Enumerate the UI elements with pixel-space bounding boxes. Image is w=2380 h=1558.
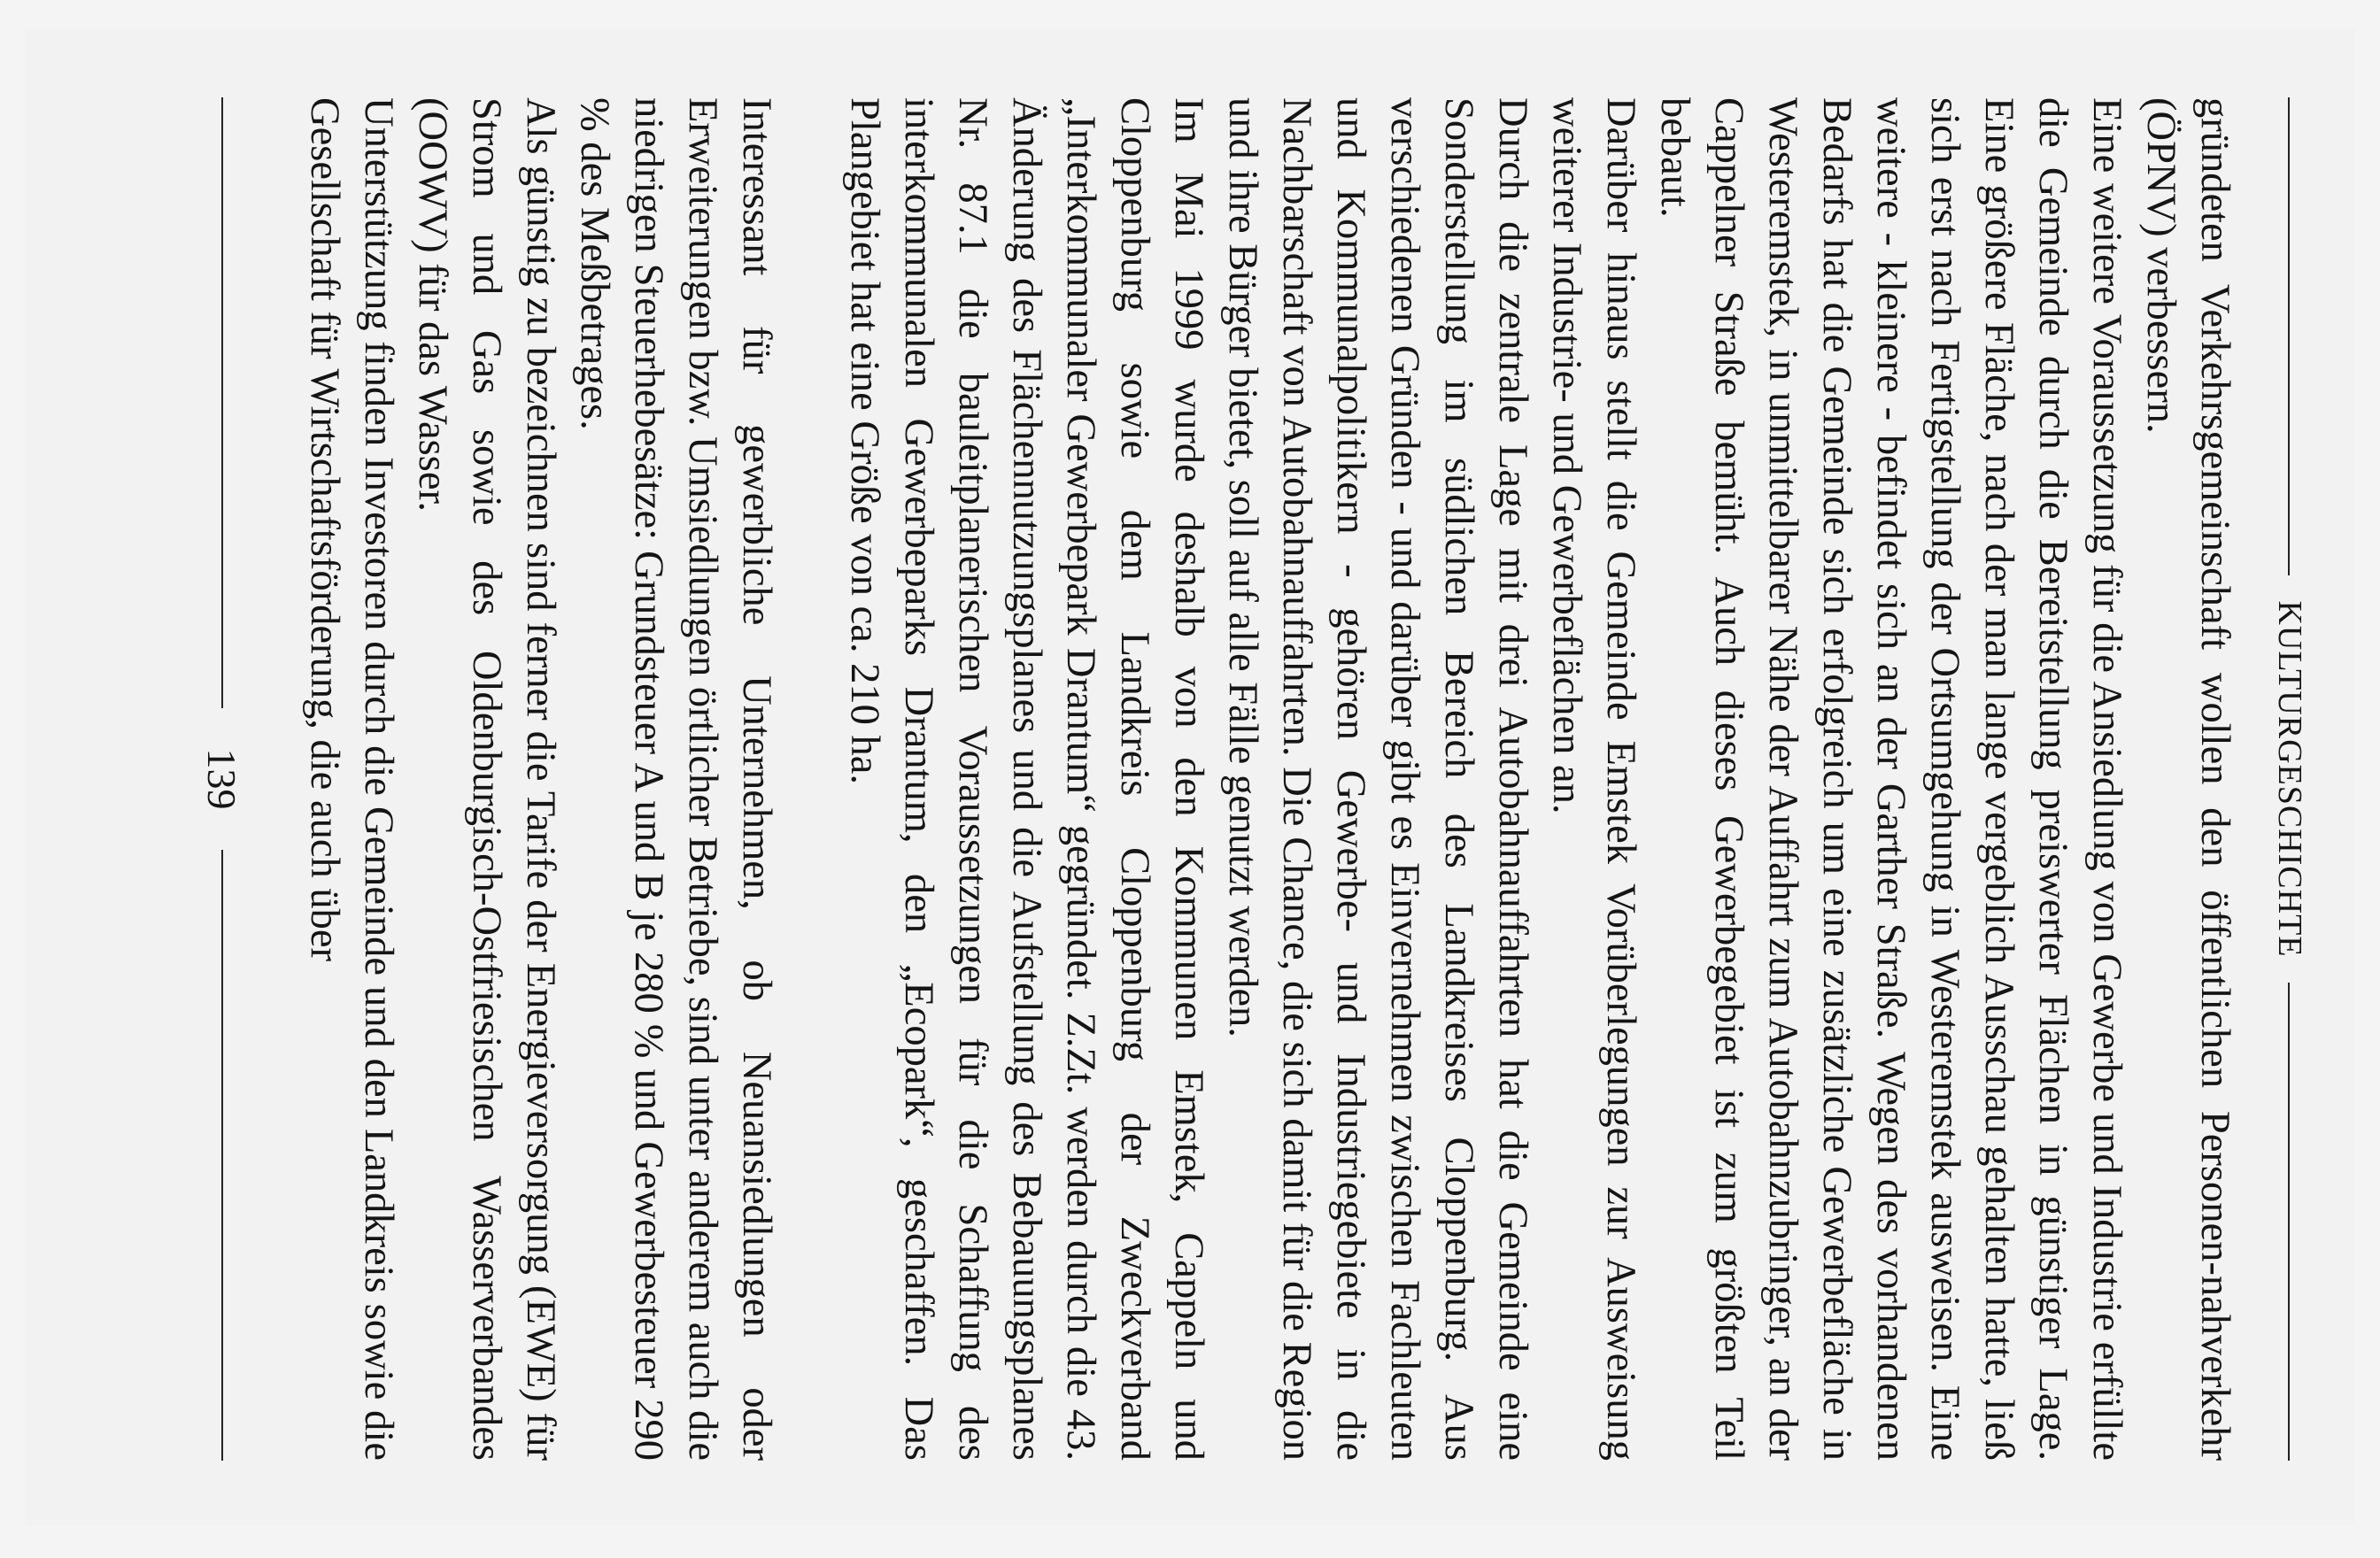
paragraph-3: Darüber hinaus stellt die Gemeinde Emstek Vorüberlegungen zur Ausweisung weiterer Industrie- und Gewerbeflächen an. [1544, 97, 1643, 1461]
header-rule-right [2288, 983, 2290, 1461]
paragraph-8: Unterstützung finden Investoren durch die Gemeinde und den Landkreis sowie die Gesellschaft für Wirtschaftsförderung, die auch über [302, 97, 401, 1461]
running-title: KULTURGESCHICHTE [2271, 600, 2308, 958]
footer-rule-left [221, 97, 223, 708]
header-rule-left [2288, 97, 2290, 575]
paragraph-6: Interessant für gewerbliche Unternehmen, ob Neuansiedlungen oder Erweiterungen bzw. Umsiedlungen örtlicher Betriebe, sind unter anderem auch die niedrigen Steuerhebesätze: Grundsteuer A und B je 280 % und Gewerbesteuer 290 % des Meßbetrages. [572, 97, 779, 1461]
running-header [2252, 97, 2323, 1461]
footer-rule-right [221, 850, 223, 1461]
paragraph-1: gründeten Verkehrsgemeinschaft wollen den öffentlichen Personen-nahverkehr (ÖPNV) verbessern. [2138, 97, 2237, 1461]
page-number: 139 [199, 748, 244, 810]
paragraph-5: Im Mai 1999 wurde deshalb von den Kommunen Emstek, Cappeln und Cloppenburg sowie dem Landkreis Cloppenburg der Zweckverband „Interkommunaler Gewerbepark Drantum“ gegründet. Z.Zt. werden durch die 43. Änderung des Flächennutzungsplanes und die Aufstellung des Bebauungsplanes Nr. 87.1 die bauleitplanerischen Voraussetzungen für die Schaffung des interkommunalen Gewerbeparks Drantum, den „Ecopark“, geschaffen. Das Plangebiet hat eine Größe von ca. 210 ha. [842, 97, 1211, 1461]
paragraph-4: Durch die zentrale Lage mit drei Autobahnauffahrten hat die Gemeinde eine Sonderstellung im südlichen Bereich des Landkreises Cloppenburg. Aus verschiedenen Gründen - und darüber gibt es Einvernehmen zwischen Fachleuten und Kommunalpolitikern - gehören Gewerbe- und Industriegebiete in die Nachbarschaft von Autobahnauffahrten. Die Chance, die sich damit für die Region und ihre Bürger bietet, soll auf alle Fälle genutzt werden. [1220, 97, 1535, 1461]
rotated-book-page [57, 97, 2323, 1461]
paragraph-2: Eine weitere Voraussetzung für die Ansiedlung von Gewerbe und Industrie erfüllte die Gemeinde durch die Bereitstellung preiswerter Flächen in günstiger Lage. Eine größere Fläche, nach der man lange vergeblich Ausschau gehalten hatte, ließ sich erst nach Fertigstellung der Ortsumgehung in Westeremstek ausweisen. Eine weitere - kleinere - befindet sich an der Garther Straße. Wegen des vorhandenen Bedarfs hat die Gemeinde sich erfolgreich um eine zusätzliche Gewerbefläche in Westeremstek, in unmittelbarer Nähe der Auffahrt zum Autobahnzubringer, an der Cappelner Straße bemüht. Auch dieses Gewerbegebiet ist zum größten Teil bebaut. [1652, 97, 2129, 1461]
paragraph-7: Als günstig zu bezeichnen sind ferner die Tarife der Energieversorgung (EWE) für Strom und Gas sowie des Oldenburgisch-Ostfriesischen Wasserverbandes (OOWV) für das Wasser. [410, 97, 563, 1461]
page-footer [195, 97, 248, 1461]
body-text [298, 97, 2242, 1461]
